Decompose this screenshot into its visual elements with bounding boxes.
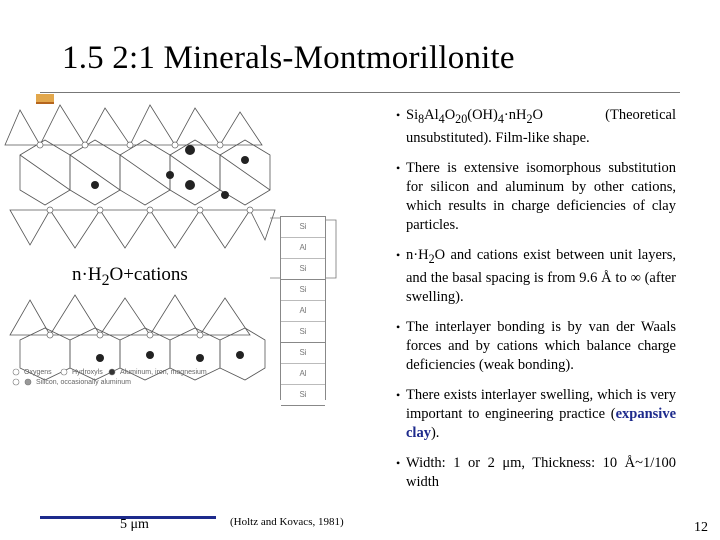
layer-si: Si: [281, 385, 325, 406]
legend-oxygens: Oxygens: [24, 369, 52, 376]
bullet-item: • $n\cdot H_2O$ and cations exist between unit layers, and the basal spacing is from 9.6 Å to ∞ (after swelling).: [396, 246, 676, 307]
layer-si: Si: [281, 259, 325, 280]
page-title: 1.5 2:1 Minerals-Montmorillonite: [62, 40, 515, 76]
interlayer-water-label: $n\cdot H_2O+cations$: [72, 264, 188, 289]
upper-tetrahedral-sheet: [5, 105, 262, 145]
highlight-term: expansive clay: [406, 405, 676, 441]
page-number: 12: [694, 520, 708, 535]
layer-si: Si: [281, 343, 325, 364]
bullet-list: [396, 106, 676, 503]
upper-bottom-tetrahedral-sheet: [10, 210, 275, 248]
layer-si: Si: [281, 280, 325, 301]
bullet-item: • There exists interlayer swelling, which is very important to engineering practice (expansive clay).: [396, 386, 676, 443]
layer-al: Al: [281, 238, 325, 259]
bullet-item: • $Si_8Al_4O_{20}(OH)_4\cdot nH_2O$ (Theoretical unsubstituted). Film-like shape.: [396, 106, 676, 148]
scale-bar-label: 5 μm: [120, 517, 149, 532]
layer-al: Al: [281, 301, 325, 322]
figure-citation: (Holtz and Kovacs, 1981): [230, 516, 344, 528]
bullet-item: • The interlayer bonding is by van der Waals forces and by cations which balance charge deficiencies (weak bonding).: [396, 318, 676, 375]
layer-al: Al: [281, 364, 325, 385]
bullet-item: • Width: 1 or 2 μm, Thickness: 10 Å~1/100 width: [396, 454, 676, 492]
legend-hydroxyls: Hydroxyls: [72, 369, 103, 376]
legend-aluminum-iron-magnesium: Aluminum, iron, magnesium: [120, 369, 207, 376]
upper-octahedral-sheet: [20, 140, 270, 205]
layer-sequence-column: [280, 216, 326, 400]
bullet-item: • There is extensive isomorphous substitution for silicon and aluminum by other cations, which results in charge deficiencies of clay particles.: [396, 159, 676, 235]
title-divider: [40, 92, 680, 93]
layer-si: Si: [281, 217, 325, 238]
legend-silicon: Silicon, occasionally aluminum: [36, 379, 131, 386]
layer-si: Si: [281, 322, 325, 343]
lower-tetrahedral-sheet: [10, 295, 250, 335]
